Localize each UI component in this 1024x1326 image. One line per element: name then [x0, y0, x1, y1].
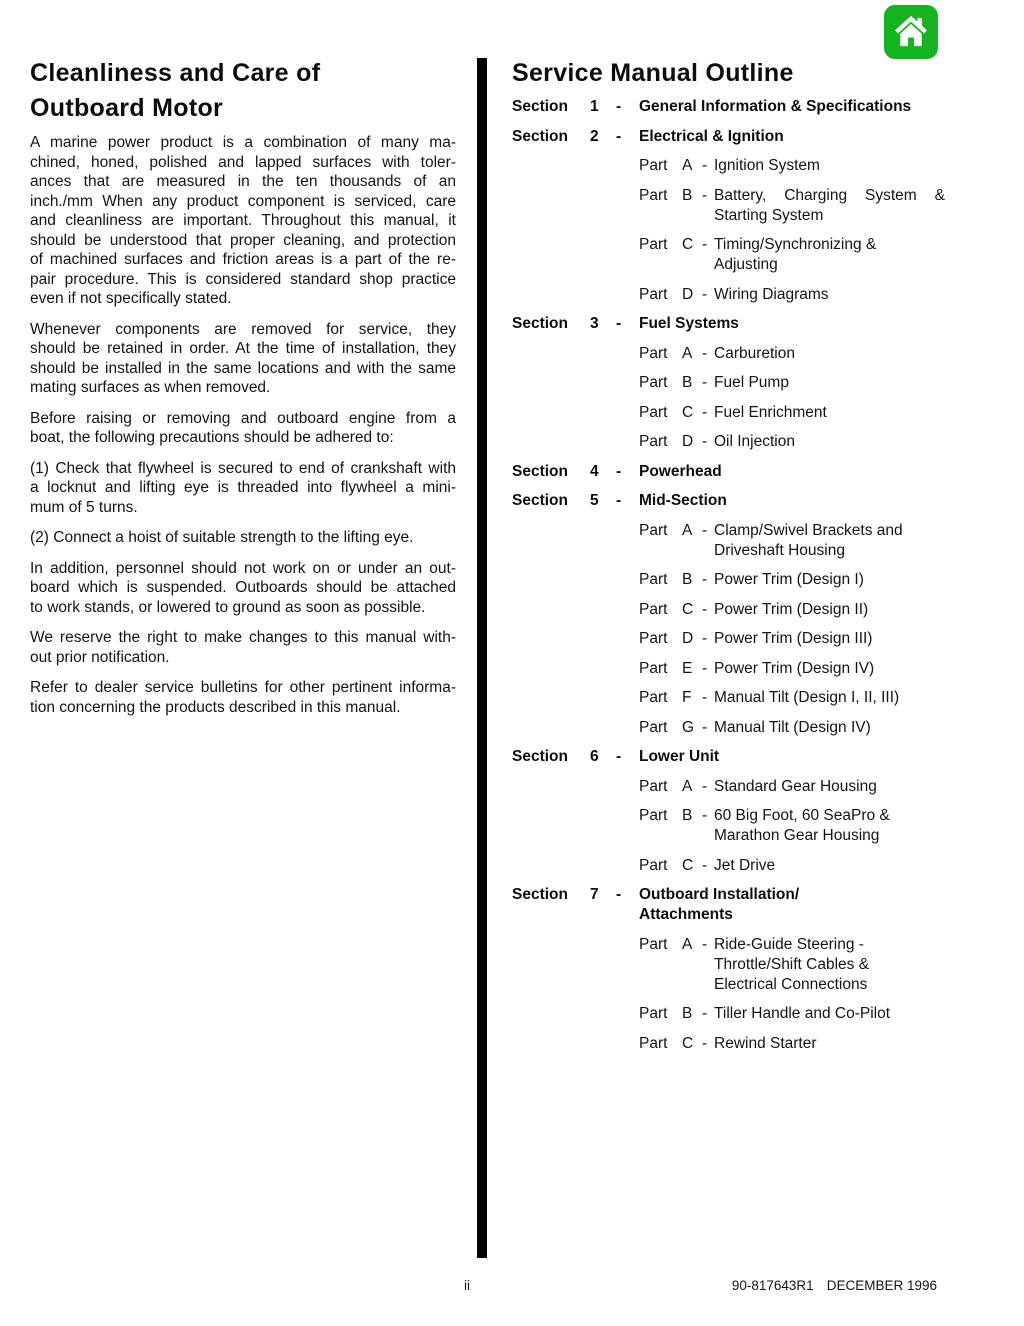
part-label: Part — [639, 1034, 668, 1052]
outline-part-row — [639, 659, 945, 679]
paragraph — [30, 133, 456, 309]
text-line: Driveshaft Housing — [714, 541, 845, 559]
text-line: out prior notification. — [30, 648, 170, 666]
text-line: and cleanliness are important. Throughout this manual, it — [30, 212, 456, 229]
outline-part-row — [639, 432, 945, 452]
part-title: Tiller Handle and Co-Pilot — [714, 1005, 891, 1022]
text-line: Timing/Synchronizing & — [714, 236, 877, 253]
home-button[interactable] — [884, 5, 938, 59]
part-letter: C — [682, 236, 694, 253]
text-line: even if not specifically stated. — [30, 290, 232, 307]
part-letter: C — [682, 1034, 694, 1052]
outline-part-row — [639, 1034, 945, 1054]
text-line: Before raising or removing and outboard engine from a — [30, 409, 456, 427]
part-title: Power Trim (Design IV) — [714, 659, 875, 677]
outline-part-row — [639, 1004, 945, 1024]
outline-part-row — [639, 521, 945, 561]
section-label: Section — [512, 98, 568, 115]
dash: - — [616, 492, 622, 509]
part-title: Power Trim (Design II) — [714, 600, 869, 618]
part-letter: A — [682, 521, 693, 539]
part-letter: B — [682, 186, 693, 204]
dash: - — [702, 935, 708, 953]
part-title: Fuel Enrichment — [714, 403, 827, 421]
part-label: Part — [639, 659, 668, 677]
page-number: ii — [464, 1278, 470, 1293]
outline-section-row — [512, 97, 945, 117]
text-line: Refer to dealer service bulletins for other pertinent informa- — [30, 679, 456, 696]
dash: - — [702, 285, 708, 303]
text-line: Ride-Guide Steering - — [714, 935, 864, 953]
part-label: Part — [639, 807, 668, 824]
part-title: Carburetion — [714, 344, 795, 362]
text-line: A marine power product is a combination of many ma- — [30, 134, 456, 151]
outline-part-row — [639, 403, 945, 423]
part-letter: B — [682, 571, 693, 588]
paragraph — [30, 528, 456, 548]
part-label: Part — [639, 344, 668, 362]
right-column — [512, 56, 945, 1063]
part-title — [714, 935, 945, 995]
text-line: chined, honed, polished and lapped surfaces with toler- — [30, 153, 456, 171]
part-title: Wiring Diagrams — [714, 285, 829, 303]
dash: - — [702, 521, 708, 539]
dash: - — [702, 630, 708, 647]
paragraph — [30, 459, 456, 518]
part-title: Standard Gear Housing — [714, 777, 877, 795]
part-letter: B — [682, 807, 693, 824]
text-line: Electrical Connections — [714, 975, 868, 993]
dash: - — [702, 186, 708, 204]
part-label: Part — [639, 236, 668, 253]
part-title: Jet Drive — [714, 856, 776, 874]
part-label: Part — [639, 777, 668, 795]
text-line: Marathon Gear Housing — [714, 827, 880, 844]
part-label: Part — [639, 403, 668, 421]
dash: - — [702, 433, 708, 450]
dash: - — [702, 718, 708, 736]
part-title — [714, 235, 945, 275]
section-label: Section — [512, 315, 568, 332]
part-label: Part — [639, 433, 668, 450]
dash: - — [702, 659, 708, 677]
outline-part-row — [639, 570, 945, 590]
text-line: Attachments — [639, 906, 733, 923]
outline-section-row — [512, 127, 945, 147]
part-letter: B — [682, 374, 693, 391]
part-letter: D — [682, 433, 694, 450]
section-title: General Information & Specifications — [639, 98, 912, 115]
dash: - — [702, 1005, 708, 1022]
part-title — [714, 806, 945, 846]
text-line: mating surfaces as when removed. — [30, 379, 271, 396]
section-label: Section — [512, 127, 568, 145]
doc-number: 90-817643R1 — [731, 1278, 814, 1293]
dash: - — [702, 403, 708, 421]
text-line: should be retained in order. At the time of installation, they — [30, 340, 456, 357]
outline-part-row — [639, 285, 945, 305]
part-title: Power Trim (Design I) — [714, 571, 864, 588]
paragraph — [30, 628, 456, 667]
paragraph — [30, 409, 456, 448]
part-letter: A — [682, 157, 693, 174]
outline-part-row — [639, 718, 945, 738]
dash: - — [616, 98, 622, 115]
section-number: 4 — [590, 462, 599, 480]
text-line: a locknut and lifting eye is threaded into flywheel a mini- — [30, 479, 456, 496]
text-line: should be installed in the same locations and with the same — [30, 359, 456, 377]
text-line: inch./mm When any product component is serviced, care — [30, 192, 456, 210]
dash: - — [702, 157, 708, 174]
text-line: Throttle/Shift Cables & — [714, 955, 870, 973]
part-letter: C — [682, 403, 694, 421]
outline-part-row — [639, 235, 945, 275]
part-label: Part — [639, 285, 668, 303]
part-letter: A — [682, 777, 693, 795]
part-letter: A — [682, 344, 693, 362]
dash: - — [616, 886, 622, 903]
part-title: Rewind Starter — [714, 1034, 817, 1052]
text-line: of machined surfaces and friction areas is a part of the re- — [30, 251, 456, 268]
dash: - — [702, 856, 708, 874]
outline-part-row — [639, 777, 945, 797]
part-label: Part — [639, 1005, 668, 1022]
text-line: We reserve the right to make changes to this manual with- — [30, 629, 456, 646]
text-line: Whenever components are removed for service, they — [30, 320, 456, 338]
part-label: Part — [639, 718, 668, 736]
part-letter: D — [682, 630, 694, 647]
section-number: 6 — [590, 748, 599, 765]
part-title: Power Trim (Design III) — [714, 630, 873, 647]
outline-section-row — [512, 885, 945, 925]
dash: - — [616, 462, 622, 480]
section-label: Section — [512, 748, 568, 765]
section-number: 7 — [590, 886, 599, 903]
text-line: Battery, Charging System & — [714, 186, 945, 204]
part-title: Manual Tilt (Design IV) — [714, 718, 871, 736]
text-line: Starting System — [714, 206, 824, 224]
column-divider — [477, 58, 487, 1258]
part-letter: D — [682, 285, 694, 303]
outline-part-row — [639, 156, 945, 176]
dash: - — [702, 689, 708, 706]
outline-section-row — [512, 462, 945, 482]
text-line: Clamp/Swivel Brackets and — [714, 521, 903, 539]
dash: - — [702, 807, 708, 824]
dash: - — [702, 374, 708, 391]
outline-part-row — [639, 344, 945, 364]
text-line: Outboard Installation/ — [639, 886, 800, 903]
dash: - — [702, 600, 708, 618]
outline-part-row — [639, 186, 945, 226]
part-letter: C — [682, 856, 694, 874]
part-title — [714, 186, 945, 226]
part-letter: E — [682, 659, 693, 677]
section-title — [639, 885, 945, 925]
part-label: Part — [639, 689, 668, 706]
text-line: 60 Big Foot, 60 SeaPro & — [714, 807, 890, 824]
text-line: pair procedure. This is considered standard shop practice — [30, 270, 456, 288]
dash: - — [616, 748, 622, 765]
part-label: Part — [639, 935, 668, 953]
section-title: Fuel Systems — [639, 315, 739, 332]
part-letter: G — [682, 718, 695, 736]
section-number: 5 — [590, 492, 599, 509]
part-title: Fuel Pump — [714, 374, 789, 391]
text-line: tion concerning the products described in this manual. — [30, 698, 401, 716]
section-label: Section — [512, 462, 568, 480]
page-title-left — [30, 56, 456, 126]
outline-section-row — [512, 747, 945, 767]
section-title: Powerhead — [639, 462, 722, 480]
section-number: 2 — [590, 127, 599, 145]
part-letter: A — [682, 935, 693, 953]
paragraph — [30, 320, 456, 398]
outline-part-row — [639, 373, 945, 393]
outline-part-row — [639, 806, 945, 846]
text-line: (1) Check that flywheel is secured to end of crankshaft with — [30, 459, 456, 477]
text-line: ances that are measured in the ten thousands of an — [30, 173, 456, 190]
part-label: Part — [639, 521, 668, 539]
paragraph — [30, 678, 456, 717]
part-label: Part — [639, 157, 668, 174]
part-letter: B — [682, 1005, 693, 1022]
footer-doc-ref — [732, 1278, 937, 1293]
outline-part-row — [639, 629, 945, 649]
dash: - — [702, 236, 708, 253]
page-title-line: Cleanliness and Care of — [30, 59, 321, 87]
text-line: to work stands, or lowered to ground as soon as possible. — [30, 598, 426, 616]
text-line: should be understood that proper cleaning, and protection — [30, 231, 456, 249]
dash: - — [702, 344, 708, 362]
part-title: Oil Injection — [714, 433, 795, 450]
dash: - — [616, 315, 622, 332]
page-title-line: Outboard Motor — [30, 94, 224, 122]
part-label: Part — [639, 186, 668, 204]
text-line: In addition, personnel should not work on or under an out- — [30, 559, 456, 577]
text-line: boat, the following precautions should be adhered to: — [30, 429, 394, 446]
part-title: Ignition System — [714, 157, 820, 174]
part-label: Part — [639, 630, 668, 647]
section-title: Lower Unit — [639, 748, 720, 765]
dash: - — [702, 1034, 708, 1052]
text-line: (2) Connect a hoist of suitable strength to the lifting eye. — [30, 529, 414, 546]
text-line: mum of 5 turns. — [30, 498, 138, 516]
part-title — [714, 521, 945, 561]
part-label: Part — [639, 374, 668, 391]
text-line: Adjusting — [714, 256, 778, 273]
dash: - — [702, 571, 708, 588]
section-title: Mid-Section — [639, 492, 727, 509]
outline-section-row — [512, 491, 945, 511]
dash: - — [702, 777, 708, 795]
text-line: board which is suspended. Outboards should be attached — [30, 579, 456, 596]
page-title-right: Service Manual Outline — [512, 59, 794, 87]
section-label: Section — [512, 492, 568, 509]
outline-part-row — [639, 600, 945, 620]
doc-date: DECEMBER 1996 — [826, 1278, 937, 1293]
left-column — [30, 56, 456, 728]
part-letter: C — [682, 600, 694, 618]
section-number: 3 — [590, 315, 599, 332]
paragraph — [30, 559, 456, 618]
outline-part-row — [639, 935, 945, 995]
part-label: Part — [639, 571, 668, 588]
section-title: Electrical & Ignition — [639, 127, 784, 145]
section-number: 1 — [590, 98, 599, 115]
part-label: Part — [639, 600, 668, 618]
part-label: Part — [639, 856, 668, 874]
outline-part-row — [639, 688, 945, 708]
section-label: Section — [512, 886, 568, 903]
outline-part-row — [639, 856, 945, 876]
outline-section-row — [512, 314, 945, 334]
part-title: Manual Tilt (Design I, II, III) — [714, 689, 900, 706]
dash: - — [616, 127, 622, 145]
home-icon — [890, 11, 932, 53]
part-letter: F — [682, 689, 692, 706]
